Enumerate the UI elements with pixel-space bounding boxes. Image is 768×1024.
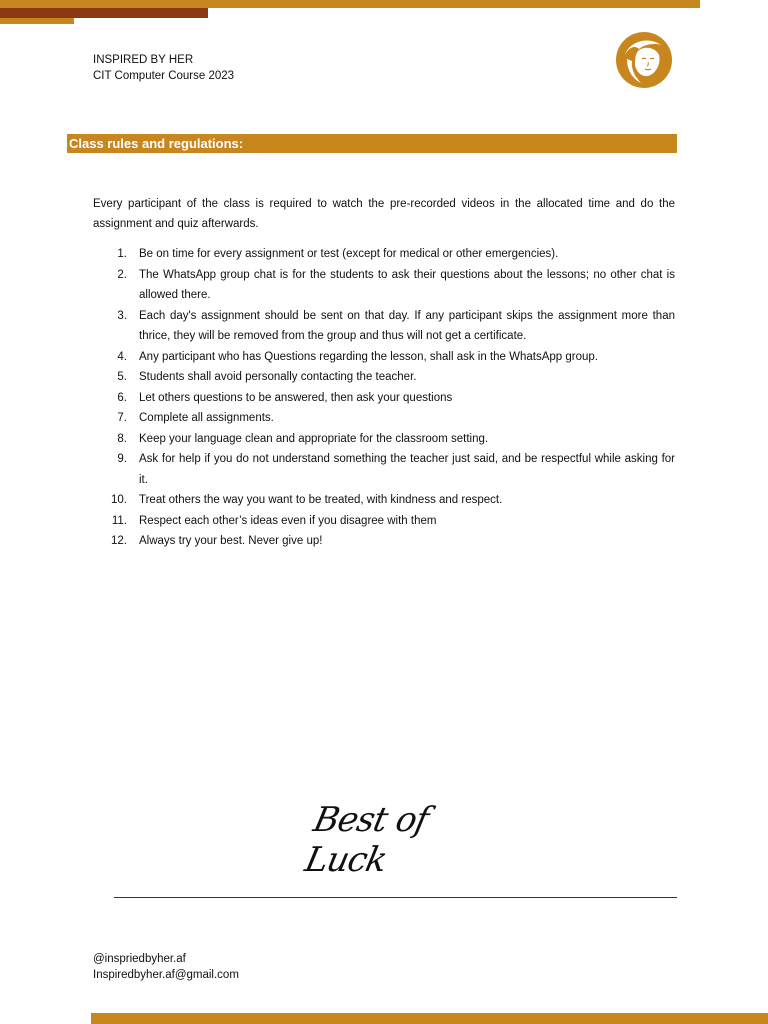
list-item xyxy=(93,347,675,368)
list-item-number: 8. xyxy=(117,432,127,445)
list-item xyxy=(93,531,675,552)
list-item-text: Let others questions to be answered, then ask your questions xyxy=(139,391,453,404)
list-item-number: 4. xyxy=(117,350,127,363)
list-item xyxy=(93,306,675,347)
list-item xyxy=(93,511,675,532)
contact-footer xyxy=(93,952,239,983)
social-handle: @inspriedbyher.af xyxy=(93,953,186,965)
list-item-text: Always try your best. Never give up! xyxy=(139,535,323,547)
list-item-text: Treat others the way you want to be treated, with kindness and respect. xyxy=(139,494,503,506)
list-item-text: Respect each other’s ideas even if you disagree with them xyxy=(139,514,437,527)
top-accent-bar xyxy=(0,0,700,8)
organization-name: INSPIRED BY HER xyxy=(93,54,194,66)
list-item xyxy=(93,408,675,429)
list-item-number: 10. xyxy=(111,494,127,506)
list-item-text: Keep your language clean and appropriate for the classroom setting. xyxy=(139,432,489,445)
top-accent-bar-dark xyxy=(0,8,208,18)
list-item-text: Each day's assignment should be sent on that day. If any participant skips the assignment more than thrice, they will be removed from the group and thus will not get a certificate. xyxy=(139,309,675,342)
list-item xyxy=(93,388,675,409)
bottom-accent-bar xyxy=(91,1013,768,1024)
document-header xyxy=(93,53,234,84)
list-item-text: The WhatsApp group chat is for the students to ask their questions about the lessons; no other chat is allowed there. xyxy=(139,268,675,301)
list-item-number: 7. xyxy=(117,412,127,424)
woman-portrait-logo-icon xyxy=(615,31,673,89)
list-item-number: 1. xyxy=(117,248,127,260)
top-accent-bar-small xyxy=(0,18,74,24)
list-item-number: 5. xyxy=(117,371,127,383)
list-item-number: 11. xyxy=(111,514,127,527)
list-item xyxy=(93,490,675,511)
intro-paragraph: Every participant of the class is required to watch the pre-recorded videos in the allocated time and do the assignment and quiz afterwards. xyxy=(93,198,675,230)
list-item xyxy=(93,265,675,306)
email-address: Inspiredbyher.af@gmail.com xyxy=(93,968,239,981)
course-name: CIT Computer Course 2023 xyxy=(93,69,235,82)
list-item-number: 12. xyxy=(111,535,127,547)
list-item-text: Be on time for every assignment or test (except for medical or other emergencies). xyxy=(139,248,559,260)
list-item-text: Complete all assignments. xyxy=(139,412,274,424)
list-item xyxy=(93,429,675,450)
list-item-number: 2. xyxy=(117,268,127,281)
rules-list xyxy=(93,244,675,552)
list-item xyxy=(93,367,675,388)
signature-text: Best of Luck xyxy=(301,800,432,880)
list-item-text: Students shall avoid personally contacting the teacher. xyxy=(139,371,417,383)
list-item xyxy=(93,244,675,265)
list-item xyxy=(93,449,675,490)
signature-line xyxy=(114,897,677,898)
list-item-number: 6. xyxy=(117,391,127,404)
list-item-text: Any participant who has Questions regarding the lesson, shall ask in the WhatsApp group. xyxy=(139,350,598,363)
list-item-number: 3. xyxy=(117,309,127,322)
list-item-text: Ask for help if you do not understand something the teacher just said, and be respectful while asking for it. xyxy=(139,453,675,486)
section-title: Class rules and regulations: xyxy=(67,134,677,153)
list-item-number: 9. xyxy=(117,453,127,465)
